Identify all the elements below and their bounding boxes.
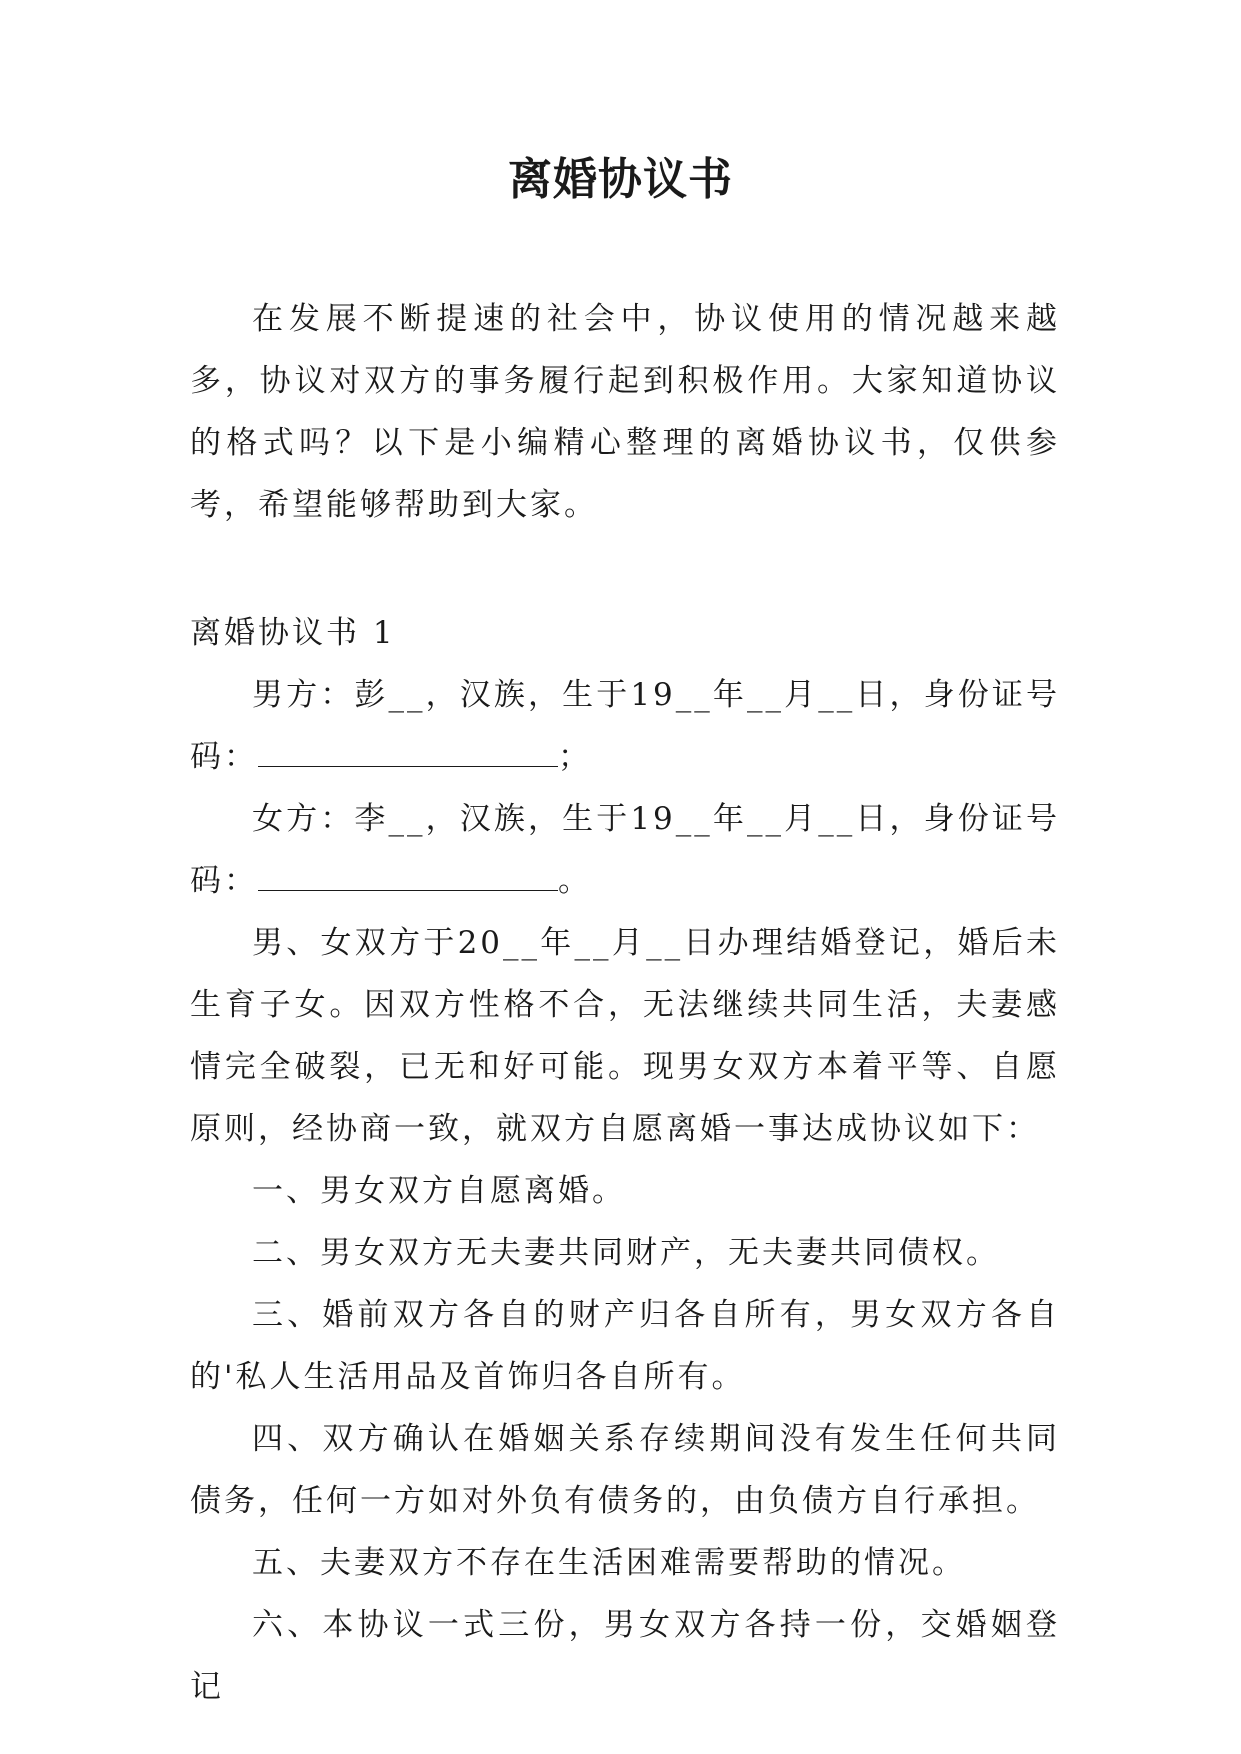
female-id-blank [258, 868, 558, 891]
female-party-paragraph [190, 788, 1060, 912]
male-id-blank [258, 744, 558, 767]
clause-1: 一、男女双方自愿离婚。 [252, 1173, 626, 1209]
background-paragraph: 男、女双方于20__年__月__日办理结婚登记，婚后未生育子女。因双方性格不合，无法继续共同生活，夫妻感情完全破裂，已无和好可能。现男女双方本着平等、自愿原则，经协商一致，就双方自愿离婚一事达成协议如下： [190, 925, 1060, 1147]
male-party-paragraph [190, 664, 1060, 788]
male-id-end: ； [558, 739, 592, 775]
paragraph-spacer [190, 536, 1060, 602]
clause-6: 六、本协议一式三份，男女双方各持一份，交婚姻登记 [190, 1607, 1060, 1705]
section-heading: 离婚协议书 1 [190, 615, 396, 651]
intro-paragraph: 在发展不断提速的社会中，协议使用的情况越来越多，协议对双方的事务履行起到积极作用。大家知道协议的格式吗？以下是小编精心整理的离婚协议书，仅供参考，希望能够帮助到大家。 [190, 301, 1060, 523]
document-body [190, 288, 1060, 1718]
document-title: 离婚协议书 [508, 154, 733, 205]
clause-4: 四、双方确认在婚姻关系存续期间没有发生任何共同债务，任何一方如对外负有债务的，由负债方自行承担。 [190, 1421, 1060, 1519]
male-party-text: 男方：彭__，汉族，生于19__年__月__日，身份证号码： [190, 677, 1060, 775]
female-party-text: 女方：李__，汉族，生于19__年__月__日，身份证号码： [190, 801, 1060, 899]
clause-2: 二、男女双方无夫妻共同财产，无夫妻共同债权。 [252, 1235, 1000, 1271]
clause-3: 三、婚前双方各自的财产归各自所有，男女双方各自的'私人生活用品及首饰归各自所有。 [190, 1297, 1060, 1395]
clause-5: 五、夫妻双方不存在生活困难需要帮助的情况。 [252, 1545, 966, 1581]
female-id-end: 。 [558, 863, 592, 899]
